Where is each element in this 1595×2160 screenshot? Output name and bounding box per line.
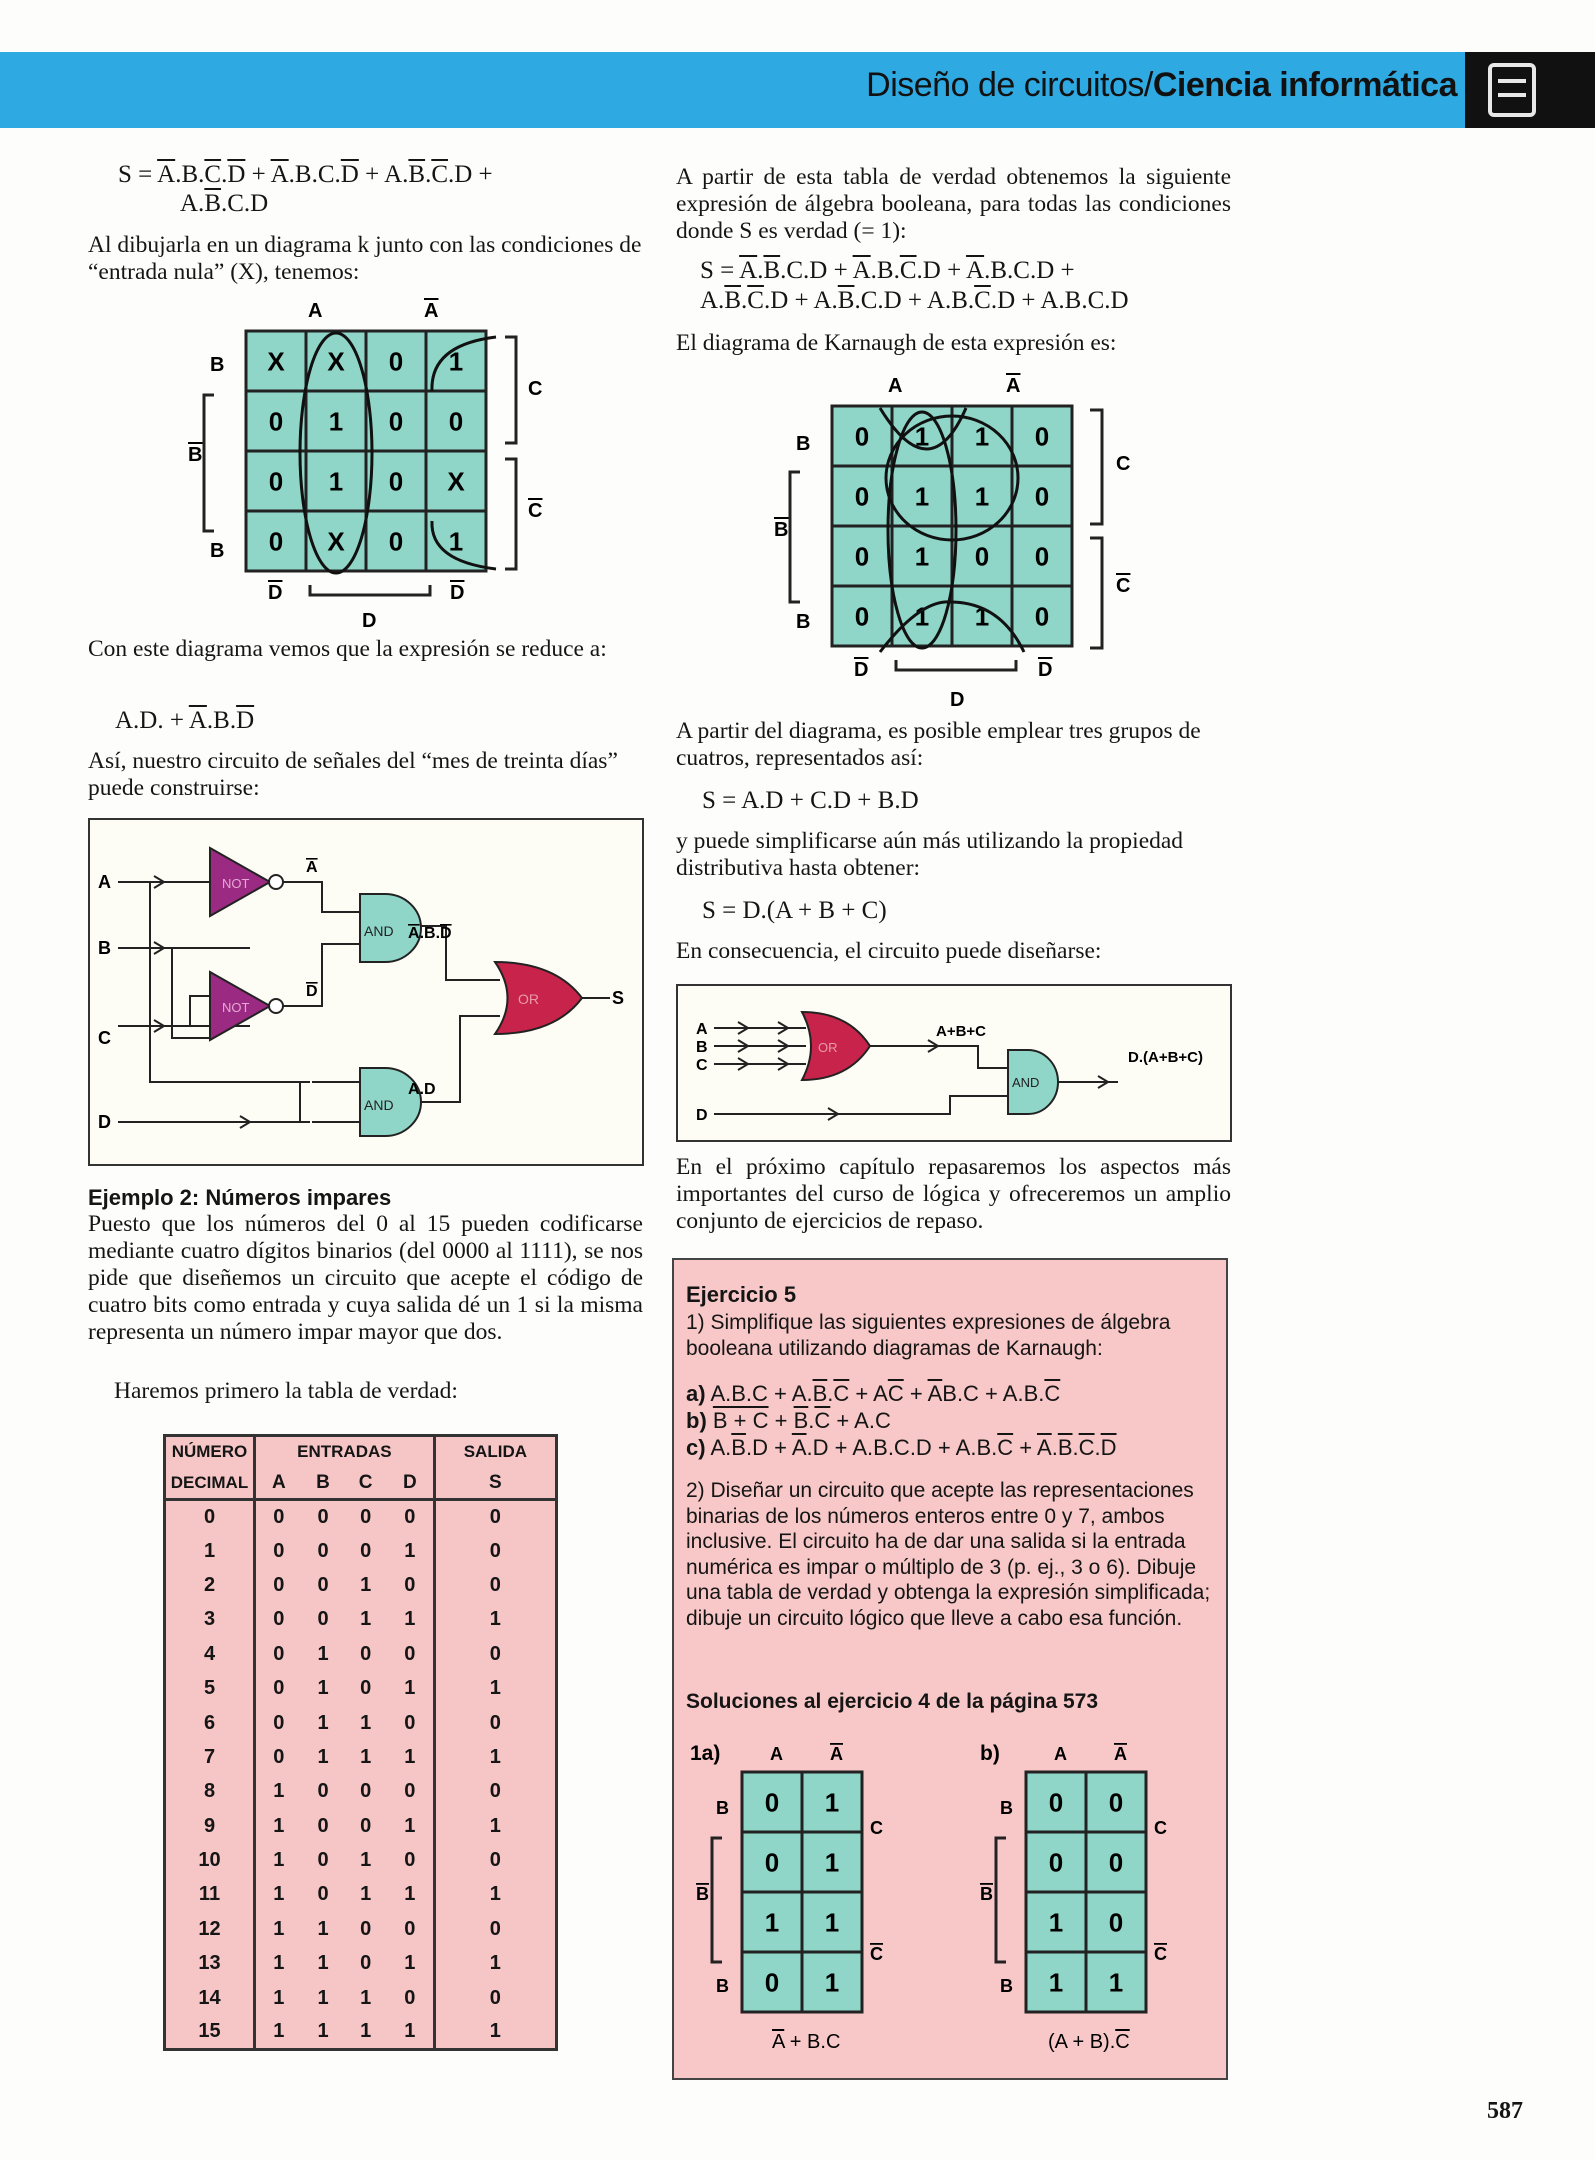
output-label-s: S: [612, 988, 625, 1008]
table-cell: 1: [273, 1952, 285, 1975]
table-cell: 0: [387, 1500, 434, 1534]
equation-s-left: $S = \overline{A}.B.\overline{C}.\overline{D} + \overline{A}.B.C.\overline{D} + A.\overline{B}.\overline{C}.D$ +: [118, 161, 493, 188]
table-cell: 0: [360, 1677, 372, 1700]
table-cell: 0: [273, 1642, 285, 1665]
table-row: [165, 1740, 557, 1774]
kmap-cell-value: 0: [1034, 421, 1050, 452]
kmap-label-not-c: C: [528, 500, 543, 522]
table-cell: 0: [489, 1539, 501, 1562]
table-cell: 0: [387, 1775, 434, 1809]
kmap-cell-value: 1: [448, 346, 464, 377]
table-cell: 2: [165, 1568, 255, 1602]
table-cell: 1: [387, 1878, 434, 1912]
kmap-cell-value: 0: [388, 526, 404, 557]
kmap-label-not-d: D: [268, 582, 283, 604]
kmap-label-not-a: A: [830, 1744, 843, 1764]
karnaugh-map-2: [770, 370, 1150, 715]
kmap-label-not-a: A: [424, 300, 439, 322]
kmap-label-a: A: [1054, 1744, 1067, 1764]
or-gate-label: OR: [518, 991, 539, 1007]
example-title: Ejemplo 2: Números impares: [88, 1185, 392, 1210]
kmap-cell-value: 0: [764, 1787, 780, 1818]
table-cell: 1: [387, 2015, 434, 2049]
table-cell: 1: [273, 2020, 285, 2043]
table-cell: 1: [273, 1780, 285, 1803]
paragraph: Con este diagrama vemos que la expresión se reduce a:: [88, 636, 607, 662]
table-cell: 0: [317, 1814, 329, 1837]
paragraph: El diagrama de Karnaugh de esta expresión es:: [676, 330, 1117, 356]
table-cell: 0: [360, 1814, 372, 1837]
table-cell: 0: [165, 1500, 255, 1534]
table-cell: 1: [273, 1849, 285, 1872]
table-cell: 1: [489, 2020, 501, 2043]
table-cell: 0: [273, 1608, 285, 1631]
kmap-cell-value: 1: [914, 601, 930, 632]
kmap-cell-value: 1: [824, 1907, 840, 1938]
kmap-cell-value: 0: [388, 406, 404, 437]
kmap-label-a: A: [308, 300, 323, 322]
input-label-b: B: [98, 938, 111, 958]
table-cell: 1: [165, 1534, 255, 1568]
kmap-label-c: C: [528, 378, 543, 400]
col-header: ENTRADAS: [255, 1436, 435, 1468]
equation-s-left-cont: $A.\overline{B}.C.D$: [180, 190, 269, 217]
table-cell: 1: [489, 1814, 501, 1837]
and-gate-label: AND: [1012, 1075, 1040, 1090]
kmap-label-not-d: D: [450, 582, 465, 604]
table-cell: 0: [273, 1677, 285, 1700]
paragraph: En el próximo capítulo repasaremos los aspectos más importantes del curso de lógica y ofreceremos un amplio conjunto de ejercicios de repaso.: [676, 1154, 1231, 1234]
truth-table: [163, 1434, 558, 2051]
table-cell: 0: [360, 1505, 372, 1528]
input-label-a: A: [696, 1021, 708, 1038]
table-cell: 1: [273, 1883, 285, 1906]
not-gate-label: NOT: [222, 876, 250, 891]
kmap-cell-value: 0: [1034, 601, 1050, 632]
table-cell: 0: [317, 1608, 329, 1631]
table-row: [165, 1500, 557, 1534]
kmap-cell-value: 1: [328, 406, 344, 437]
table-row: [165, 1912, 557, 1946]
table-cell: 0: [489, 1711, 501, 1734]
signal-label: A+B+C: [936, 1023, 987, 1040]
table-cell: 0: [317, 1573, 329, 1596]
solution-result: (A + B).C: [1048, 2031, 1130, 2053]
kmap-label-a: A: [888, 375, 903, 397]
kmap-cell-value: X: [327, 526, 345, 557]
kmap-label-c: C: [870, 1818, 883, 1838]
table-cell: 0: [489, 1849, 501, 1872]
table-cell: 1: [317, 1677, 329, 1700]
kmap-label-not-a: A: [1114, 1744, 1127, 1764]
table-row: [165, 1671, 557, 1705]
table-row: [165, 1843, 557, 1877]
table-cell: 1: [360, 1745, 372, 1768]
table-cell: 1: [360, 1986, 372, 2009]
table-cell: 1: [387, 1534, 434, 1568]
kmap-label-a: A: [770, 1744, 783, 1764]
kmap-cell-value: 1: [1108, 1967, 1124, 1998]
table-cell: 0: [317, 1505, 329, 1528]
kmap-cell-value: 0: [1048, 1847, 1064, 1878]
table-cell: 1: [317, 2020, 329, 2043]
kmap-cell-value: 0: [388, 466, 404, 497]
table-cell: 12: [165, 1912, 255, 1946]
table-cell: 1: [387, 1740, 434, 1774]
kmap-label-not-d: D: [1038, 659, 1053, 681]
table-cell: 0: [317, 1883, 329, 1906]
table-cell: 10: [165, 1843, 255, 1877]
karnaugh-map-1: [180, 295, 550, 635]
kmap-cell-value: 0: [448, 406, 464, 437]
kmap-label-not-c: C: [870, 1944, 883, 1964]
kmap-cell-value: 1: [914, 481, 930, 512]
table-cell: 1: [273, 1917, 285, 1940]
table-cell: 1: [489, 1677, 501, 1700]
equation-groups: S = A.D + C.D + B.D: [702, 787, 919, 814]
table-row: [165, 1878, 557, 1912]
table-cell: 1: [360, 1608, 372, 1631]
table-cell: 1: [317, 1711, 329, 1734]
header-icon-box: [1465, 52, 1595, 128]
table-cell: 1: [317, 1642, 329, 1665]
table-cell: 1: [489, 1745, 501, 1768]
solution-result: A + B.C: [772, 2031, 841, 2053]
exercise-question-1: 1) Simplifique las siguientes expresiones de álgebra booleana utilizando diagramas de Karnaugh:: [686, 1311, 1171, 1360]
input-label-b: B: [696, 1039, 708, 1056]
not-gate-label: NOT: [222, 1000, 250, 1015]
table-cell: 0: [387, 1843, 434, 1877]
table-cell: 1: [387, 1671, 434, 1705]
table-row: [165, 1981, 557, 2015]
kmap-cell-value: 0: [1108, 1907, 1124, 1938]
table-cell: 11: [165, 1878, 255, 1912]
equation-s-right: $S = \overline{A}.\overline{B}.C.D + \overline{A}.B.\overline{C}.D + \overline{A}.B.C.D$ +: [700, 257, 1075, 284]
kmap-cell-value: 0: [764, 1847, 780, 1878]
table-cell: 0: [387, 1706, 434, 1740]
kmap-cell-value: 0: [268, 406, 284, 437]
table-cell: 0: [387, 1981, 434, 2015]
table-cell: 0: [317, 1849, 329, 1872]
table-cell: 0: [273, 1745, 285, 1768]
signal-label: A: [306, 859, 318, 876]
kmap-cell-value: 0: [268, 526, 284, 557]
kmap-cell-value: 1: [448, 526, 464, 557]
table-cell: 1: [387, 1603, 434, 1637]
kmap-cell-value: 1: [824, 1787, 840, 1818]
kmap-cell-value: X: [267, 346, 285, 377]
table-cell: 0: [489, 1642, 501, 1665]
table-cell: 7: [165, 1740, 255, 1774]
col-header: SALIDA: [463, 1442, 527, 1462]
kmap-cell-value: 0: [974, 541, 990, 572]
table-cell: 1: [360, 1711, 372, 1734]
kmap-cell-value: 1: [1048, 1907, 1064, 1938]
table-cell: 1: [387, 1809, 434, 1843]
exercise-title: Ejercicio 5: [686, 1282, 797, 1307]
kmap-cell-value: 1: [1048, 1967, 1064, 1998]
table-cell: 1: [317, 1952, 329, 1975]
exercise-question-2: 2) Diseñar un circuito que acepte las representaciones binarias de los números enteros entre 0 y 7, ambos inclusive. El circuito ha de dar una salida si la entrada numérica es impar o múltiplo de 3 (p. ej., 3 o 6). Dibuje una tabla de verdad y obtenga la expresión simplificada; dibuje un circuito lógico que lleve a cabo esa función.: [686, 1479, 1211, 1630]
table-cell: 0: [317, 1780, 329, 1803]
table-cell: 0: [360, 1952, 372, 1975]
paragraph: En consecuencia, el circuito puede diseñarse:: [676, 938, 1102, 964]
solution-label: b): [980, 1742, 1000, 1765]
table-cell: 0: [317, 1539, 329, 1562]
paragraph: A partir del diagrama, es posible emplear tres grupos de cuatros, representados así:: [676, 718, 1201, 771]
table-cell: 0: [489, 1573, 501, 1596]
table-cell: 1: [317, 1745, 329, 1768]
table-row: [165, 1947, 557, 1981]
kmap-cell-value: 0: [1034, 481, 1050, 512]
computer-icon: [1488, 63, 1536, 117]
kmap-label-b: B: [716, 1798, 729, 1818]
kmap-label-b: B: [796, 611, 811, 633]
table-cell: 9: [165, 1809, 255, 1843]
input-label-d: D: [696, 1107, 708, 1124]
kmap-cell-value: 0: [854, 541, 870, 572]
page-number: 587: [1487, 2098, 1523, 2124]
table-cell: 1: [360, 1883, 372, 1906]
table-cell: 1: [360, 1573, 372, 1596]
kmap-label-d: D: [362, 610, 377, 632]
table-row: [165, 1568, 557, 1602]
table-cell: 15: [165, 2015, 255, 2049]
col-header: C: [358, 1471, 373, 1493]
and-gate-label: AND: [364, 923, 394, 939]
table-cell: 6: [165, 1706, 255, 1740]
and-gate-label: AND: [364, 1097, 394, 1113]
table-cell: 1: [489, 1952, 501, 1975]
table-cell: 0: [360, 1780, 372, 1803]
input-label-c: C: [98, 1028, 111, 1048]
signal-label: A.D: [408, 1081, 436, 1098]
kmap-label-not-d: D: [854, 659, 869, 681]
kmap-cell-value: 0: [1034, 541, 1050, 572]
kmap-label-b: B: [210, 540, 225, 562]
table-cell: 4: [165, 1637, 255, 1671]
paragraph: y puede simplificarse aún más utilizando la propiedad distributiva hasta obtener:: [676, 828, 1184, 881]
col-header: DECIMAL: [165, 1468, 255, 1500]
kmap-cell-value: 1: [974, 481, 990, 512]
kmap-cell-value: 1: [914, 421, 930, 452]
table-cell: 1: [273, 1814, 285, 1837]
table-row: [165, 2015, 557, 2049]
or-gate-label: OR: [818, 1040, 838, 1055]
header-bar: [0, 52, 1595, 128]
kmap-label-not-b: B: [980, 1884, 993, 1904]
kmap-cell-value: 0: [854, 421, 870, 452]
table-row: [165, 1775, 557, 1809]
header-title: Diseño de circuitos/Ciencia informática: [866, 66, 1457, 104]
kmap-cell-value: 0: [268, 466, 284, 497]
kmap-cell-value: 1: [974, 421, 990, 452]
input-label-a: A: [98, 872, 111, 892]
table-cell: 1: [360, 1849, 372, 1872]
kmap-label-b: B: [1000, 1798, 1013, 1818]
col-header: B: [316, 1471, 330, 1493]
kmap-cell-value: 0: [1108, 1847, 1124, 1878]
input-label-d: D: [98, 1112, 111, 1132]
kmap-label-not-b: B: [774, 519, 789, 541]
kmap-cell-value: X: [327, 346, 345, 377]
table-cell: 0: [387, 1637, 434, 1671]
table-cell: 0: [273, 1711, 285, 1734]
table-row: [165, 1706, 557, 1740]
table-cell: 0: [489, 1780, 501, 1803]
col-header: A: [272, 1471, 286, 1493]
paragraph: Puesto que los números del 0 al 15 pueden codificarse mediante cuatro dígitos binarios (del 0000 al 1111), se nos pide que diseñemos un circuito que acepte el código de cuatro bits como entrada y cuya salida dé un 1 si la misma representa un número impar mayor que dos.: [88, 1211, 643, 1345]
kmap-cell-value: 1: [764, 1907, 780, 1938]
signal-label: D: [306, 983, 318, 1000]
table-cell: 1: [360, 2020, 372, 2043]
paragraph: Haremos primero la tabla de verdad:: [114, 1378, 458, 1404]
kmap-label-c: C: [1154, 1818, 1167, 1838]
input-label-c: C: [696, 1057, 708, 1074]
kmap-cell-value: 1: [914, 541, 930, 572]
circuit-diagram-1: [88, 818, 644, 1166]
kmap-cell-value: 1: [974, 601, 990, 632]
kmap-cell-value: 0: [1048, 1787, 1064, 1818]
paragraph: Al dibujarla en un diagrama k junto con las condiciones de “entrada nula” (X), tenemos:: [88, 232, 642, 285]
table-cell: 8: [165, 1775, 255, 1809]
table-cell: 1: [387, 1947, 434, 1981]
equation-reduced: A.D. + $\overline{A}.B.\overline{D}$: [115, 707, 255, 734]
kmap-label-b: B: [1000, 1976, 1013, 1996]
kmap-label-b: B: [716, 1976, 729, 1996]
exercise-item-a: a) $A.B.C + A.\overline{B}.\overline{C} + A\overline{C} + \overline{A}B.C + A.B.\overline{C}$: [686, 1381, 1061, 1406]
table-cell: 5: [165, 1671, 255, 1705]
table-cell: 0: [489, 1917, 501, 1940]
table-row: [165, 1603, 557, 1637]
exercise-box: [672, 1258, 1228, 2080]
kmap-label-d: D: [950, 689, 965, 711]
circuit-diagram-2: [676, 984, 1232, 1142]
table-cell: 1: [489, 1883, 501, 1906]
kmap-label-b: B: [210, 354, 225, 376]
solution-kmaps: [684, 1730, 1224, 2060]
exercise-item-c: c) $A.\overline{B}.D + \overline{A}.D + A.B.C.D + A.B.\overline{C} + \overline{A}.\overline{B}.\overline{C}.\overline{D}$: [686, 1435, 1117, 1460]
table-row: [165, 1809, 557, 1843]
kmap-cell-value: X: [447, 466, 465, 497]
table-cell: 0: [360, 1642, 372, 1665]
table-cell: 0: [360, 1917, 372, 1940]
col-header: S: [489, 1471, 502, 1493]
table-row: [165, 1637, 557, 1671]
table-cell: 0: [489, 1505, 501, 1528]
solutions-title: Soluciones al ejercicio 4 de la página 573: [686, 1690, 1099, 1713]
kmap-cell-value: 0: [764, 1967, 780, 1998]
table-cell: 14: [165, 1981, 255, 2015]
solution-label: 1a): [690, 1742, 721, 1765]
kmap-cell-value: 0: [1108, 1787, 1124, 1818]
table-cell: 1: [489, 1608, 501, 1631]
kmap-cell-value: 0: [854, 481, 870, 512]
table-cell: 1: [273, 1986, 285, 2009]
kmap-label-not-b: B: [188, 444, 203, 466]
table-cell: 0: [387, 1912, 434, 1946]
table-cell: 0: [489, 1986, 501, 2009]
table-cell: 1: [317, 1917, 329, 1940]
paragraph: A partir de esta tabla de verdad obtenemos la siguiente expresión de álgebra booleana, para todas las condiciones donde S es verdad (= 1):: [676, 164, 1231, 244]
kmap-label-not-c: C: [1116, 575, 1131, 597]
table-row: [165, 1534, 557, 1568]
kmap-cell-value: 1: [824, 1847, 840, 1878]
table-cell: 0: [273, 1505, 285, 1528]
table-cell: 0: [273, 1573, 285, 1596]
table-cell: 0: [273, 1539, 285, 1562]
table-cell: 0: [360, 1539, 372, 1562]
kmap-cell-value: 0: [854, 601, 870, 632]
kmap-cell-value: 0: [388, 346, 404, 377]
kmap-label-c: C: [1116, 453, 1131, 475]
exercise-item-b: b) $B + C + \overline{B}.\overline{C} + A.C$: [686, 1408, 891, 1433]
kmap-label-not-c: C: [1154, 1944, 1167, 1964]
kmap-cell-value: 1: [824, 1967, 840, 1998]
paragraph: Así, nuestro circuito de señales del “mes de treinta días” puede construirse:: [88, 748, 618, 801]
table-cell: 1: [317, 1986, 329, 2009]
kmap-label-not-a: A: [1006, 375, 1021, 397]
kmap-cell-value: 1: [328, 466, 344, 497]
col-header: NÚMERO: [165, 1436, 255, 1468]
equation-s-right-cont: $A.\overline{B}.\overline{C}.D + A.\overline{B}.C.D + A.B.\overline{C}.D + A.B.C.D$: [700, 287, 1129, 314]
table-cell: 3: [165, 1603, 255, 1637]
col-header: D: [387, 1468, 434, 1500]
output-label: D.(A+B+C): [1128, 1049, 1204, 1066]
equation-simplified: S = D.(A + B + C): [702, 897, 887, 924]
table-cell: 13: [165, 1947, 255, 1981]
signal-label: A.B.D: [408, 925, 452, 942]
kmap-label-not-b: B: [696, 1884, 709, 1904]
kmap-label-b: B: [796, 433, 811, 455]
table-cell: 0: [387, 1568, 434, 1602]
